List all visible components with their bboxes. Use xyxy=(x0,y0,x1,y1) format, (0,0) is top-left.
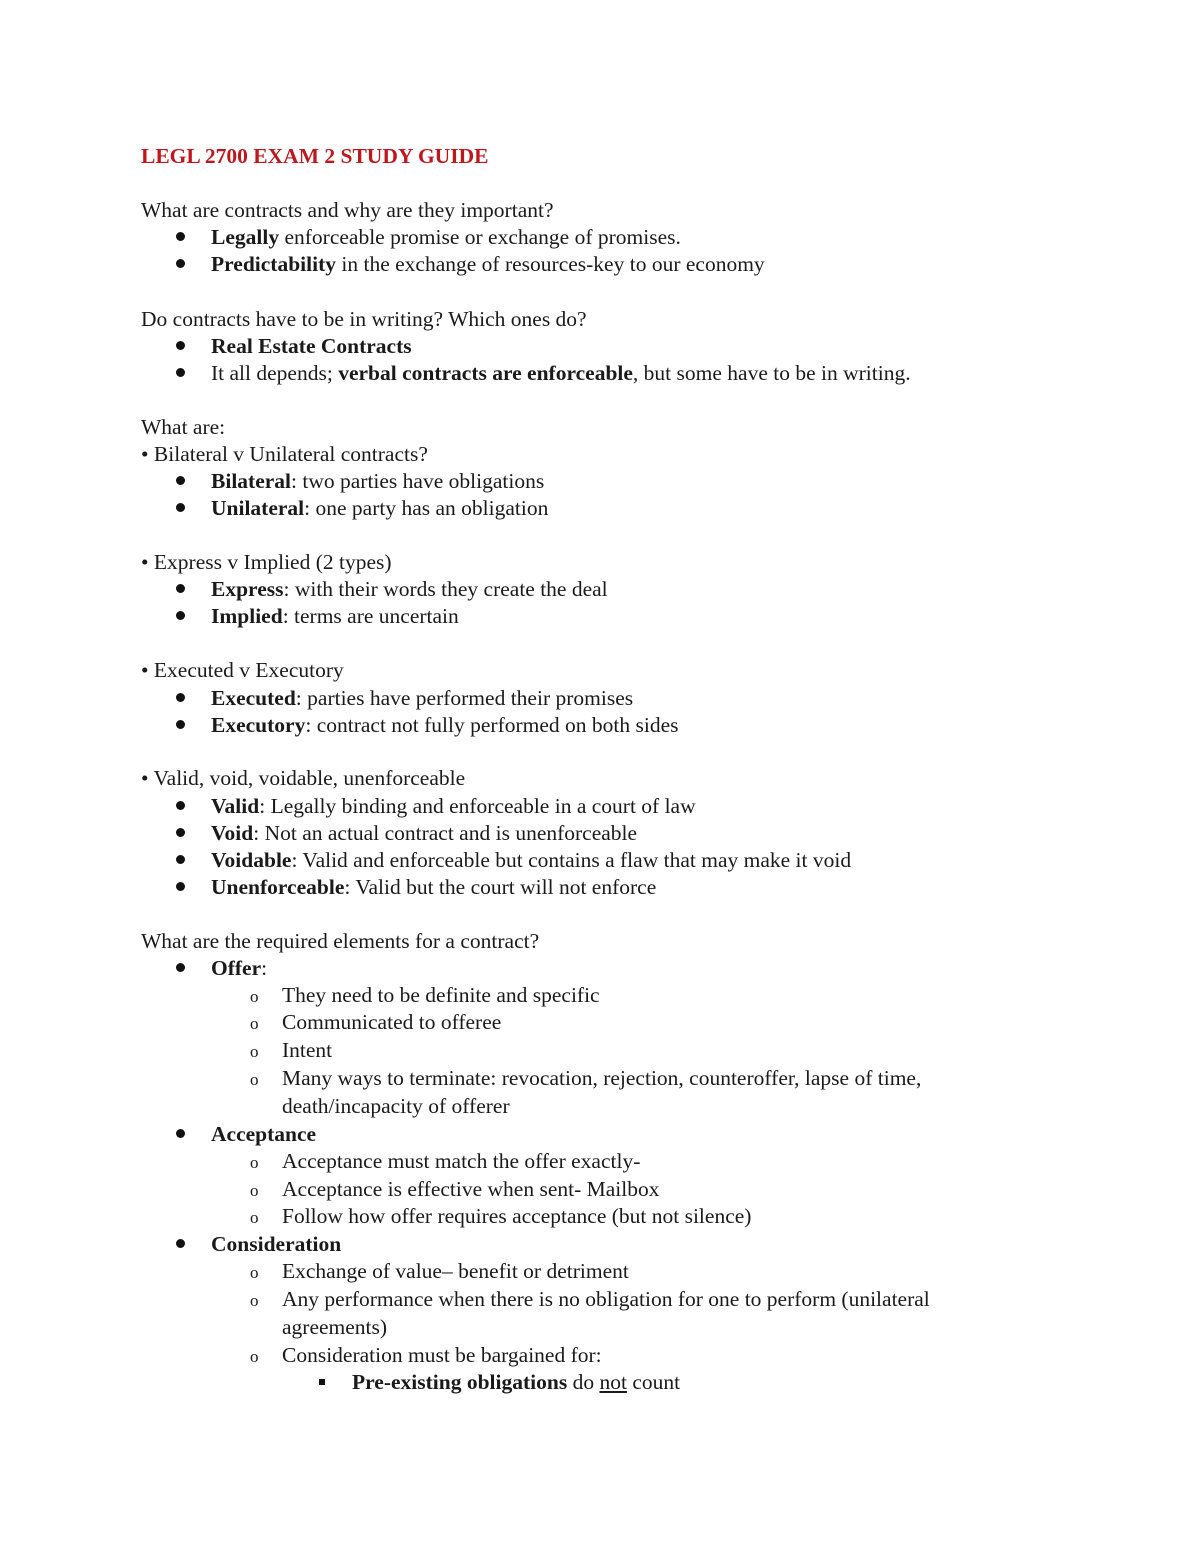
bullet-icon xyxy=(176,584,185,593)
sub-item: Acceptance must match the offer exactly- xyxy=(282,1149,641,1173)
square-bullet-icon xyxy=(319,1379,325,1385)
list-item: Bilateral: two parties have obligations xyxy=(211,469,545,493)
group-heading: • Express v Implied (2 types) xyxy=(141,550,392,574)
bullet-icon xyxy=(176,341,185,350)
sub-item: Consideration must be bargained for: xyxy=(282,1343,602,1367)
bullet-icon xyxy=(176,1239,185,1248)
question-required-elements: What are the required elements for a contract? xyxy=(141,929,540,953)
bullet-icon xyxy=(176,828,185,837)
group-heading: • Valid, void, voidable, unenforceable xyxy=(141,766,466,790)
bullet-icon xyxy=(176,611,185,620)
sub-item: Communicated to offeree xyxy=(282,1010,502,1034)
bullet-icon xyxy=(176,963,185,972)
sub-bullet-icon: o xyxy=(250,987,259,1006)
list-item: Unilateral: one party has an obligation xyxy=(211,496,549,520)
list-item: Executed: parties have performed their promises xyxy=(211,686,634,710)
sub-item: Intent xyxy=(282,1038,333,1062)
sub-bullet-icon: o xyxy=(250,1263,259,1282)
list-item: Voidable: Valid and enforceable but contains a flaw that may make it void xyxy=(211,848,852,872)
list-item: Void: Not an actual contract and is unenforceable xyxy=(211,821,638,845)
bullet-icon xyxy=(176,476,185,485)
third-level-item: Pre-existing obligations do not count xyxy=(352,1370,681,1394)
sub-bullet-icon: o xyxy=(250,1042,259,1061)
question-what-are: What are: xyxy=(141,415,226,439)
sub-bullet-icon: o xyxy=(250,1014,259,1033)
list-item: Executory: contract not fully performed on both sides xyxy=(211,713,679,737)
sub-item-continuation: death/incapacity of offerer xyxy=(282,1094,510,1118)
bullet-icon xyxy=(176,855,185,864)
sub-bullet-icon: o xyxy=(250,1181,259,1200)
question-contracts-importance: What are contracts and why are they important? xyxy=(141,198,554,222)
list-item-consideration: Consideration xyxy=(211,1232,342,1256)
sub-bullet-icon: o xyxy=(250,1291,259,1310)
bullet-icon xyxy=(176,882,185,891)
list-item: Predictability in the exchange of resources-key to our economy xyxy=(211,252,765,276)
bullet-icon xyxy=(176,693,185,702)
sub-item: Many ways to terminate: revocation, rejection, counteroffer, lapse of time, xyxy=(282,1066,922,1090)
list-item: It all depends; verbal contracts are enforceable, but some have to be in writing. xyxy=(211,361,911,385)
list-item: Express: with their words they create the deal xyxy=(211,577,608,601)
bullet-icon xyxy=(176,503,185,512)
sub-item: Any performance when there is no obligation for one to perform (unilateral xyxy=(282,1287,930,1311)
sub-item-continuation: agreements) xyxy=(282,1315,388,1339)
list-item: Implied: terms are uncertain xyxy=(211,604,459,628)
sub-item: They need to be definite and specific xyxy=(282,983,600,1007)
bullet-icon xyxy=(176,720,185,729)
question-writing: Do contracts have to be in writing? Which ones do? xyxy=(141,307,587,331)
list-item: Legally enforceable promise or exchange of promises. xyxy=(211,225,681,249)
list-item: Real Estate Contracts xyxy=(211,334,412,358)
bullet-icon xyxy=(176,1129,185,1138)
list-item-offer: Offer: xyxy=(211,956,268,980)
group-heading: • Bilateral v Unilateral contracts? xyxy=(141,442,428,466)
sub-item: Acceptance is effective when sent- Mailbox xyxy=(282,1177,660,1201)
group-heading: • Executed v Executory xyxy=(141,658,344,682)
page-title: LEGL 2700 EXAM 2 STUDY GUIDE xyxy=(141,144,489,168)
sub-item: Exchange of value– benefit or detriment xyxy=(282,1259,629,1283)
bullet-icon xyxy=(176,801,185,810)
list-item-acceptance: Acceptance xyxy=(211,1122,317,1146)
sub-bullet-icon: o xyxy=(250,1070,259,1089)
sub-bullet-icon: o xyxy=(250,1208,259,1227)
bullet-icon xyxy=(176,368,185,377)
list-item: Unenforceable: Valid but the court will not enforce xyxy=(211,875,657,899)
list-item: Valid: Legally binding and enforceable in a court of law xyxy=(211,794,696,818)
bullet-icon xyxy=(176,259,185,268)
sub-item: Follow how offer requires acceptance (but not silence) xyxy=(282,1204,752,1228)
sub-bullet-icon: o xyxy=(250,1153,259,1172)
bullet-icon xyxy=(176,232,185,241)
sub-bullet-icon: o xyxy=(250,1347,259,1366)
